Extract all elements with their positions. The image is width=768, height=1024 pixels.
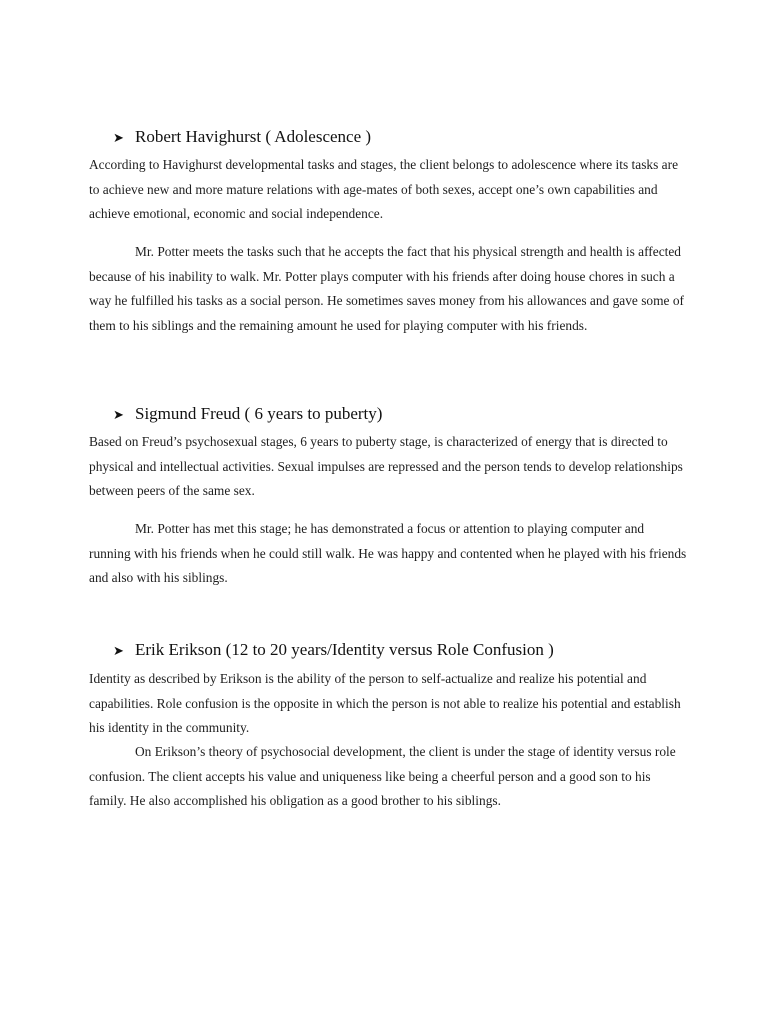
heading-text: Robert Havighurst ( Adolescence ) (135, 127, 372, 146)
paragraph-freud-definition: Based on Freud’s psychosexual stages, 6 years to puberty stage, is characterized of energy that is directed to physical and intellectual activities. Sexual impulses are repressed and the person tends to develop relationships between peers of the same sex. (89, 434, 683, 499)
arrow-bullet-icon: ➤ (113, 643, 124, 658)
heading-text: Erik Erikson (12 to 20 years/Identity versus Role Confusion ) (135, 640, 554, 659)
section-heading-freud (113, 404, 382, 424)
paragraph-havighurst-application: Mr. Potter meets the tasks such that he accepts the fact that his physical strength and health is affected because of his inability to walk. Mr. Potter plays computer with his friends after doing house chores in such a way he fulfilled his tasks as a social person. He sometimes saves money from his allowances and gave some of them to his siblings and the remaining amount he used for playing computer with his friends. (89, 244, 684, 333)
arrow-bullet-icon: ➤ (113, 407, 124, 422)
heading-text: Sigmund Freud ( 6 years to puberty) (135, 404, 383, 423)
paragraph-freud-application: Mr. Potter has met this stage; he has demonstrated a focus or attention to playing computer and running with his friends when he could still walk. He was happy and contented when he played with his friends and also with his siblings. (89, 521, 687, 586)
paragraph-erikson-definition: Identity as described by Erikson is the ability of the person to self-actualize and realize his potential and capabilities. Role confusion is the opposite in which the person is not able to realize his potential and establish his identity in the community. (89, 671, 681, 736)
paragraph-havighurst-definition: According to Havighurst developmental tasks and stages, the client belongs to adolescence where its tasks are to achieve new and more mature relations with age-mates of both sexes, accept one’s own capabilities and achieve emotional, economic and social independence. (89, 157, 679, 222)
arrow-bullet-icon: ➤ (113, 130, 124, 145)
paragraph-erikson-application: On Erikson’s theory of psychosocial development, the client is under the stage of identity versus role confusion. The client accepts his value and uniqueness like being a cheerful person and a good son to his family. He also accomplished his obligation as a good brother to his siblings. (89, 744, 676, 809)
section-heading-erikson (113, 640, 554, 660)
section-heading-havighurst (113, 127, 371, 147)
